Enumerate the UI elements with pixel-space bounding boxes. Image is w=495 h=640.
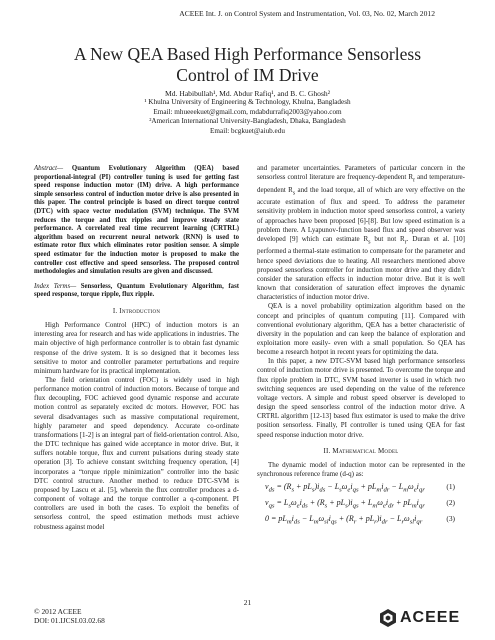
paragraph-2: The field orientation control (FOC) is widely used in high performance motion control of induction motors. Because of torque and flux decoupling, FOC achieved good dynamic response and accurate motion control as separately excited dc motors. However, FOC has several disadvantages such as massive computational requirement, highly parameter and speed dependency. Accurate co-ordinate transformations [1-2] is an integral part of field-orientation control. Also, the DTC technique has gained wide acceptance in motor drive. But, it suffers notable torque, flux and current pulsations during steady state operation [3]. To achieve constant switching frequency operation, [4] incorporates a “torque ripple minimization” controller into the basic DTC control structure. Another method to reduce DTC-SVM is proposed by Lascu et al. [5], wherein the flux controller produces a d-component of voltage and the torque controller a q-component. PI controllers are used in both the cases. To exploit the benefits of sensorless control, the speed estimation methods must achieve robustness against model: [34, 376, 239, 531]
title-line-2: Control of IM Drive: [176, 65, 319, 85]
email-1: Email: mhueeekuet@gmail.com, mdabdurrafiq2003@yahoo.com: [153, 107, 342, 116]
paper-title: [40, 44, 455, 86]
doi: DOI: 01.IJCSI.03.02.68: [34, 616, 105, 625]
author-list: Md. Habibullah¹, Md. Abdur Rafiq¹, and B. C. Ghosh²: [164, 89, 331, 98]
section-heading-model: II. Mathematical Model: [323, 446, 399, 455]
index-terms: [34, 283, 239, 300]
paragraph-4: QEA is a novel probability optimization algorithm based on the concept and principles of quantum computing [11]. Compared with conventional evolutionary algorithm, QEA has a better characteristic of diversity in the population and can keep the balance of exploration and exploitation more easily- even with a small population. So QEA has become a research hotpot in recent years for optimizing the data.: [257, 302, 465, 357]
index-terms-lead: Index Terms—: [34, 282, 77, 290]
equation-3-number: (3): [446, 514, 455, 524]
affiliation-2: ²American International University-Bangladesh, Dhaka, Bangladesh: [149, 117, 346, 126]
email-2: Email: bcgkuet@aiub.edu: [210, 126, 285, 135]
abstract-text: Quantum Evolutionary Algorithm (QEA) based proportional-integral (PI) controller tuning is used for getting fast speed response induction motor (IM) drive. A high performance simple sensorless control of induction motor drive is also presented in this paper. The control principle is based on direct torque control (DTC) with space vector modulation (SVM) technique. The SVM reduces the torque and flux ripples and improve steady state performance. A correlated real time recurrent learning (CRTRL) algorithm based on recurrent neural network (RNN) is used to estimate rotor flux which eliminates rotor position sensor. A simple speed estimator for the induction motor is proposed to make the controller cost effective and speed sensorless. The proposed control methodologies and simulation results are given and discussed.: [34, 165, 239, 276]
equation-1-number: (1): [446, 482, 455, 492]
paragraph-3: and parameter uncertainties. Parameters of particular concern in the sensorless control literature are frequency-dependent $R_r$ and temperature-dependent $R_s$ and the load torque, all of which are very effective on the accurate estimation of flux and speed. To address the parameter sensitivity problem in induction motor speed sensorless control, a variety of approaches have been proposed [6]-[8]. But low speed estimation is a problem there. A Lyapunov-function based flux and speed observer was developed [9] which can estimate $R_s$ but not $R_r$. Duran et al. [10] performed a thermal-state estimation to compensate for the parameter and hence speed deviations due to heating. All researchers mentioned above proposed sensorless controller for induction motor drive and they didn’t consider the saturation effects in induction motor drive. But it is well known that consideration of saturation effect improves the dynamic characteristics of induction motor drive.: [257, 164, 465, 302]
equation-1: $v_{ds} = (R_s + pL_s)i_{ds} - L_s\omega_ei_{qs} + pL_mi_{dr} - L_m\omega_ei_{qr}$ (1): [257, 479, 465, 495]
equation-2-number: (2): [446, 498, 455, 508]
paragraph-6: The dynamic model of induction motor can be represented in the synchronous reference frame (d-q) as:: [257, 460, 465, 479]
logo-text: ACEEE: [400, 609, 461, 626]
title-line-1: A New QEA Based High Performance Sensorless: [73, 44, 422, 64]
affiliation-1: ¹ Khulna University of Engineering & Technology, Khulna, Bangladesh: [144, 98, 351, 107]
journal-header: ACEEE Int. J. on Control System and Instrumentation, Vol. 03, No. 02, March 2012: [179, 9, 435, 18]
abstract: [34, 165, 239, 277]
left-column: [34, 165, 239, 532]
abstract-lead: Abstract—: [34, 165, 64, 172]
footer-info: [34, 607, 105, 625]
equation-2: $v_{qs} = L_s\omega_ei_{ds} + (R_s + pL_s)i_{qs} + L_m\omega_ei_{dr} + pL_mi_{qr}$ (2): [257, 495, 465, 511]
hexagon-logo-icon: [378, 608, 398, 628]
index-terms-text: Sensorless, Quantum Evolutionary Algorithm, fast speed response, torque ripple, flux ripple.: [34, 282, 239, 299]
page-number: 21: [243, 598, 252, 607]
copyright: © 2012 ACEEE: [34, 607, 82, 616]
section-heading-introduction: I. Introduction: [112, 306, 161, 315]
publisher-logo: [378, 607, 468, 629]
equation-3: $0 = pL_mi_{ds} - L_m\omega_{sl}i_{qs} + (R_r + pL_r)i_{dr} - L_r\omega_{sl}i_{qr}$ (3): [257, 511, 465, 527]
right-column: [257, 164, 465, 527]
paragraph-5: In this paper, a new DTC-SVM based high performance sensorless control of induction motor drive is presented. To overcome the torque and flux ripple problem in DTC, SVM based inverter is used in which two switching sequences are used depending on the value of the reference voltage vectors. A simple and robust speed observer is developed to design the speed sensorless control of the induction motor drive. A CRTRL algorithm [12-13] based flux estimator is used to make the drive position sensorless. Finally, PI controller is tuned using QEA for fast speed response induction motor drive.: [257, 357, 465, 439]
paragraph-1: High Performance Control (HPC) of induction motors is an interesting area for research and has wide applications in industries. The main objective of high performance controller is to obtain fast dynamic response of the drive system. It is so designed that it becomes less sensitive to motor and controller parameter perturbations and require minimum hardware for its practical implementation.: [34, 321, 239, 375]
author-block: [40, 89, 455, 136]
